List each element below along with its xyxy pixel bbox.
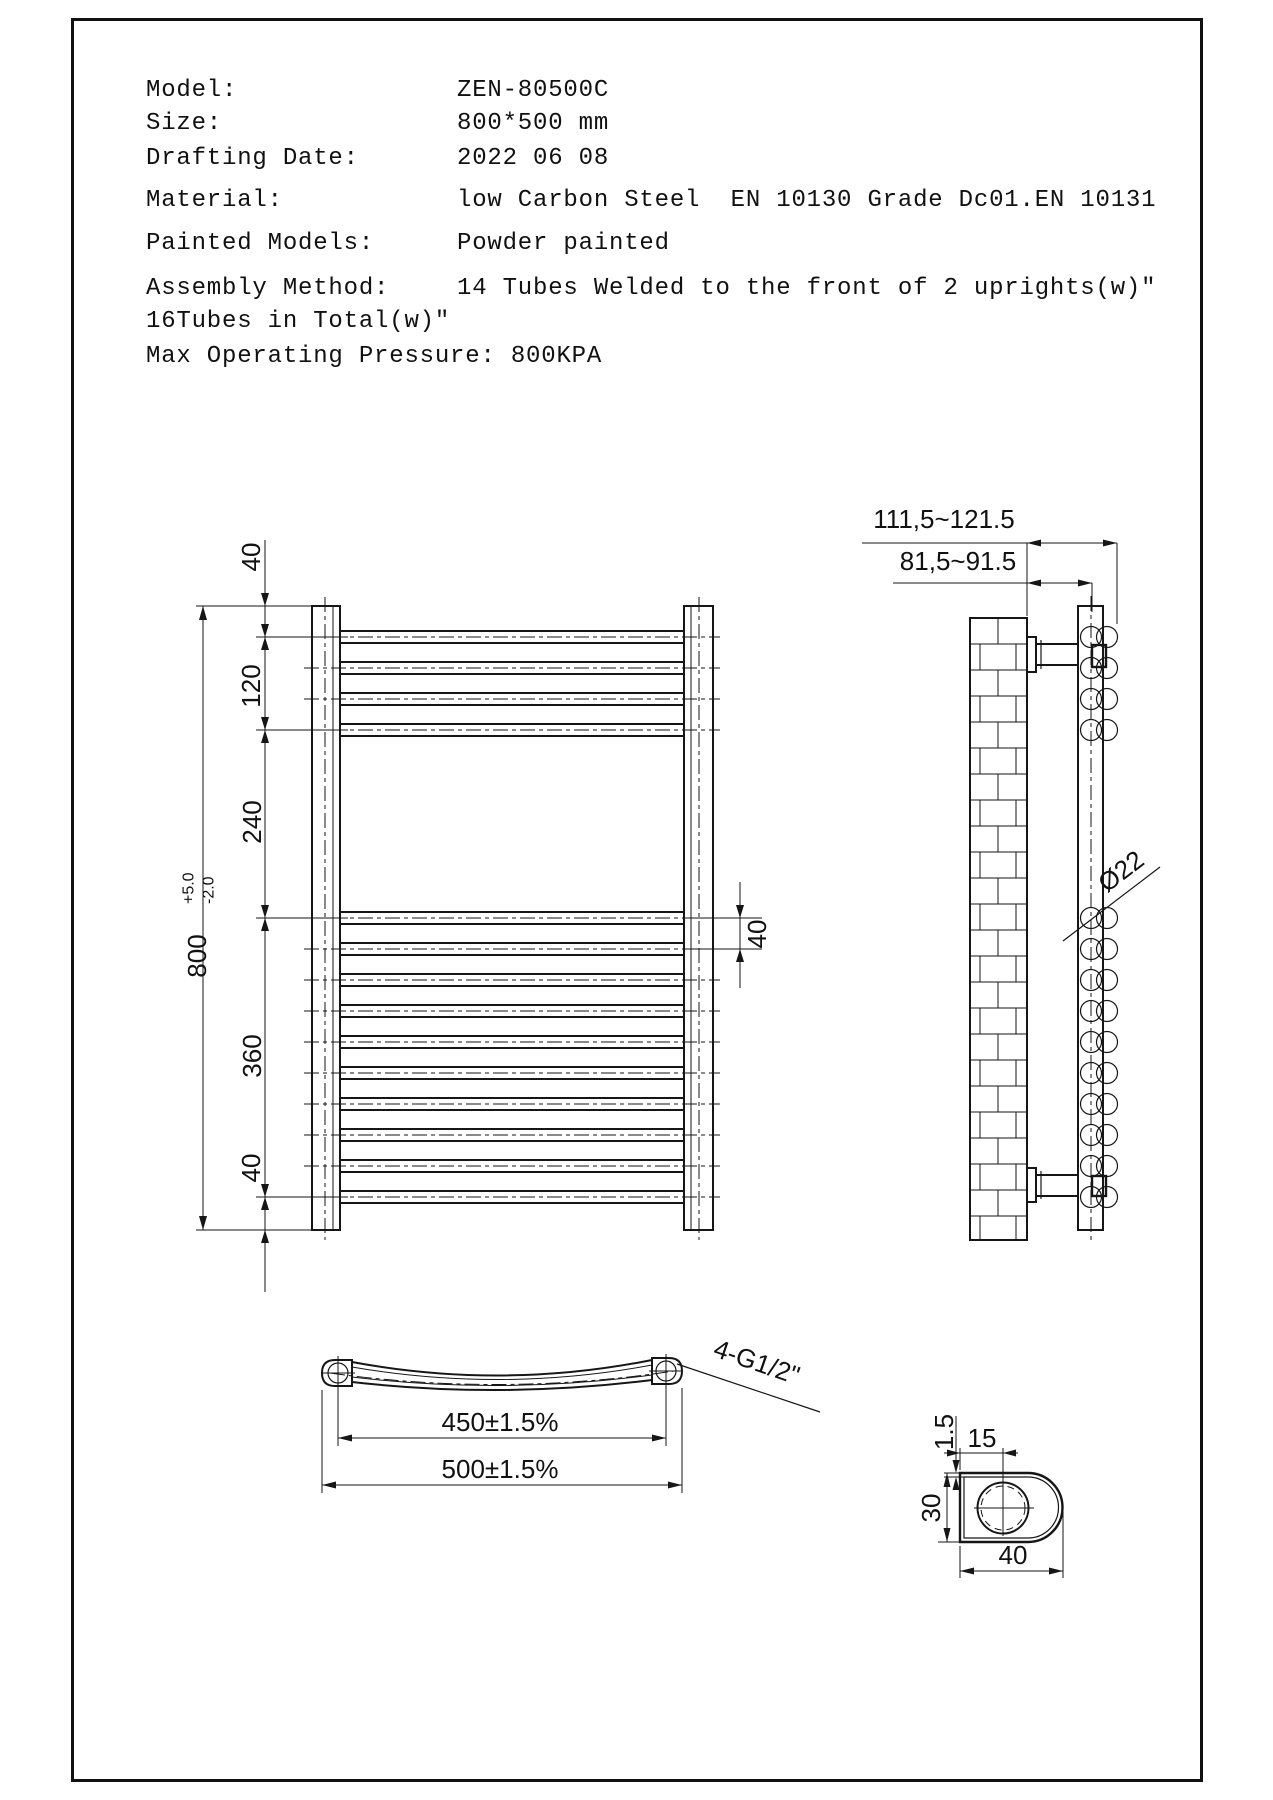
dim-width-text: 40 bbox=[998, 1540, 1028, 1570]
model-label: Model: bbox=[146, 77, 238, 104]
dim-800-label bbox=[181, 872, 218, 977]
date-label: Drafting Date: bbox=[146, 145, 359, 172]
material-label: Material: bbox=[146, 187, 283, 214]
dim-240: 240 bbox=[237, 800, 267, 844]
top-view bbox=[321, 1333, 820, 1493]
date-value: 2022 06 08 bbox=[457, 145, 610, 172]
dim-800-tol-minus: -2.0 bbox=[200, 876, 218, 904]
dim-depth-center-text: 81,5~91.5 bbox=[899, 546, 1017, 576]
dim-450-text: 450±1.5% bbox=[441, 1407, 559, 1437]
dim-800-tol-plus: +5.0 bbox=[180, 872, 198, 904]
dim-360: 360 bbox=[237, 1034, 267, 1078]
dim-bottom-40: 40 bbox=[236, 1153, 266, 1183]
tubes-total-text: 16Tubes in Total(w)" bbox=[146, 308, 451, 335]
bottom-bracket bbox=[1027, 1168, 1106, 1202]
side-tube-array bbox=[1081, 627, 1118, 1208]
dim-500-text: 500±1.5% bbox=[441, 1454, 559, 1484]
detail-view bbox=[916, 1414, 1063, 1578]
dim-height-text: 30 bbox=[916, 1493, 946, 1523]
dim-tube-gap-40: 40 bbox=[742, 919, 772, 949]
material-value: low Carbon Steel EN 10130 Grade Dc01.EN 10131 bbox=[457, 187, 1157, 214]
max-pressure-text: Max Operating Pressure: 800KPA bbox=[146, 343, 603, 370]
dim-tube-dia-text: Ø22 bbox=[1092, 844, 1150, 898]
side-view bbox=[862, 504, 1160, 1244]
assembly-value: 14 Tubes Welded to the front of 2 uprights(w)" bbox=[457, 275, 1157, 302]
dim-wall-text: 1.5 bbox=[929, 1413, 959, 1451]
dim-800-text: 800 bbox=[182, 934, 212, 978]
size-value: 800*500 mm bbox=[457, 110, 610, 137]
top-bracket bbox=[1027, 637, 1106, 672]
model-value: ZEN-80500C bbox=[457, 77, 610, 104]
painted-label: Painted Models: bbox=[146, 230, 375, 257]
wall-brick-hatch bbox=[970, 618, 1027, 1240]
dim-top-40: 40 bbox=[236, 542, 266, 572]
assembly-label: Assembly Method: bbox=[146, 275, 390, 302]
dim-depth-outer-text: 111,5~121.5 bbox=[873, 504, 1015, 534]
dim-120: 120 bbox=[236, 664, 266, 708]
dim-thread-text: 4-G1/2" bbox=[710, 1333, 804, 1391]
painted-value: Powder painted bbox=[457, 230, 670, 257]
front-tube-array bbox=[304, 631, 720, 1203]
front-view bbox=[181, 540, 773, 1292]
dim-offset-text: 15 bbox=[967, 1423, 997, 1453]
size-label: Size: bbox=[146, 110, 223, 137]
page-border bbox=[73, 20, 1202, 1781]
